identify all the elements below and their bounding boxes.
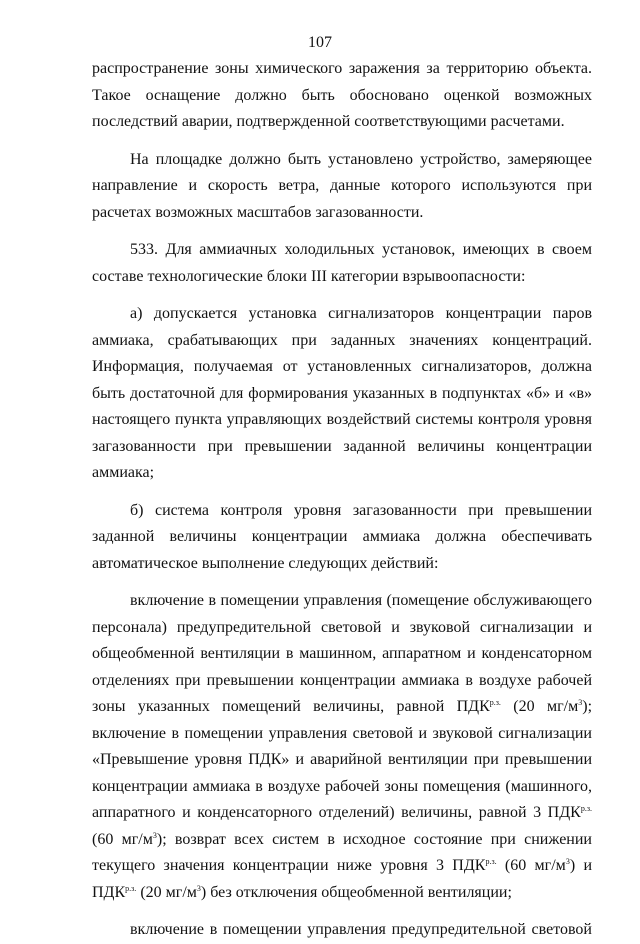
paragraph-3: 533. Для аммиачных холодильных установок, имеющих в своем составе технологические блоки III категории взрывоопасности: — [92, 241, 592, 285]
body-text — [92, 56, 592, 944]
paragraph-6: включение в помещении управления (помещение обслуживающего персонала) предупредительной световой и звуковой сигнализации и общеобменной вентиляции в машинном, аппаратном и конденсаторном отделениях при превышении концентрации аммиака в воздухе рабочей зоны указанных помещений величины, равной $ПДК^{р.з.}$ (20 $мг/м^3$); включение в помещении управления световой и звуковой сигнализации «Превышение уровня ПДК» и аварийной вентиляции при превышении концентрации аммиака в воздухе рабочей зоны помещения (машинного, аппаратного и конденсаторного отделений) величины, равной 3 $ПДК^{р.з.}(60$ $мг/м^3$); возврат всех систем в исходное состояние при снижении текущего значения концентрации ниже уровня 3 $ПДК^{р.з.}$ (60 $мг/м^3$) и $ПДК^{р.з.}$ (20 $мг/м^3$) без отключения общеобменной вентиляции; — [92, 592, 593, 901]
page-number: 107 — [308, 34, 332, 51]
paragraph-2: На площадке должно быть установлено устройство, замеряющее направление и скорость ветра, данные которого используются при расчетах возможных масштабов загазованности. — [92, 150, 592, 221]
paragraph-1: распространение зоны химического заражения за территорию объекта. Такое оснащение должно быть обосновано оценкой возможных последствий аварии, подтвержденной соответствующими расчетами. — [92, 60, 592, 130]
paragraph-4: а) допускается установка сигнализаторов концентрации паров аммиака, срабатывающих при заданных значениях концентраций. Информация, получаемая от установленных сигнализаторов, должна быть достаточной для формирования указанных в подпунктах «б» и «в» настоящего пункта управляющих воздействий системы контроля уровня загазованности при превышении заданной величины концентрации аммиака; — [92, 305, 592, 481]
paragraph-5: б) система контроля уровня загазованности при превышении заданной величины концентрации аммиака должна обеспечивать автоматическое выполнение следующих действий: — [92, 501, 592, 572]
paragraph-7: включение в помещении управления предупредительной световой — [130, 921, 592, 938]
